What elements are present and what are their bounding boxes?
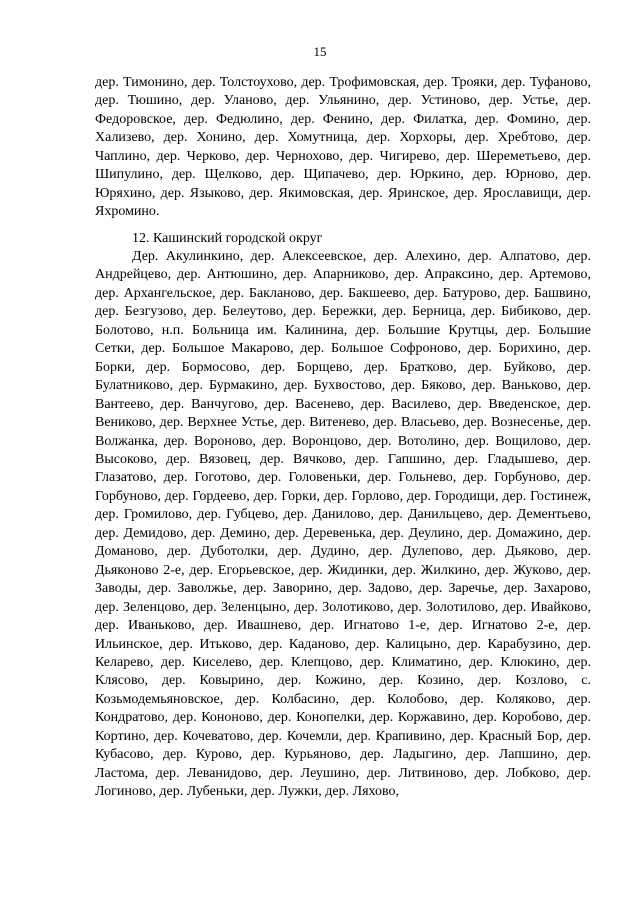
- kashinsky-settlements-paragraph: Дер. Акулинкино, дер. Алексеевское, дер. Алехино, дер. Алпатово, дер. Андрейцево, дер. Антюшино, дер. Апарниково, дер. Апраксино, дер. Артемово, дер. Архангельское, дер. Бакланово, дер. Бакшеево, дер. Батурово, дер. Башвино, дер. Безгузово, дер. Белеутово, дер. Бережки, дер. Берница, дер. Бибиково, дер. Болотово, н.п. Больница им. Калинина, дер. Большие Крутцы, дер. Большие Сетки, дер. Большое Макарово, дер. Большое Софроново, дер. Борихино, дер. Борки, дер. Бормосово, дер. Борщево, дер. Братково, дер. Буйково, дер. Булатниково, дер. Бурмакино, дер. Бухвостово, дер. Бяково, дер. Ваньково, дер. Вантеево, дер. Ванчугово, дер. Васенево, дер. Василево, дер. Введенское, дер. Вениково, дер. Верхнее Устье, дер. Витенево, дер. Власьево, дер. Вознесенье, дер. Волжанка, дер. Вороново, дер. Воронцово, дер. Вотолино, дер. Вощилово, дер. Высоково, дер. Вязовец, дер. Вячково, дер. Гапшино, дер. Гладышево, дер. Глазатово, дер. Гоготово, дер. Головеньки, дер. Гольнево, дер. Горбуново, дер. Горбуново, дер. Гордеево, дер. Горки, дер. Горлово, дер. Городищи, дер. Гостинеж, дер. Громилово, дер. Губцево, дер. Данилово, дер. Данильцево, дер. Дементьево, дер. Демидово, дер. Демино, дер. Деревенька, дер. Деулино, дер. Домажино, дер. Доманово, дер. Дуботолки, дер. Дудино, дер. Дулепово, дер. Дьяково, дер. Дьяконово 2-е, дер. Егорьевское, дер. Жидинки, дер. Жилкино, дер. Жуково, дер. Заводы, дер. Заволжье, дер. Заворино, дер. Задово, дер. Заречье, дер. Захарово, дер. Зеленцово, дер. Зеленцыно, дер. Золотиково, дер. Золотилово, дер. Ивайково, дер. Иваньково, дер. Ивашнево, дер. Игнатово 1-е, дер. Игнатово 2-е, дер. Ильинское, дер. Итьково, дер. Каданово, дер. Калицыно, дер. Карабузино, дер. Келарево, дер. Киселево, дер. Клепцово, дер. Климатино, дер. Клюкино, дер. Клясово, дер. Ковырино, дер. Кожино, дер. Козино, дер. Козлово, с. Козьмодемьяновское, дер. Колбасино, дер. Колобово, дер. Коляково, дер. Кондратово, дер. Кононово, дер. Конопелки, дер. Коржавино, дер. Коробово, дер. Кортино, дер. Кочеватово, дер. Кочемли, дер. Крапивино, дер. Красный Бор, дер. Кубасово, дер. Курово, дер. Курьяново, дер. Ладыгино, дер. Лапшино, дер. Ластома, дер. Леванидово, дер. Леушино, дер. Литвиново, дер. Лобково, дер. Логиново, дер. Лубеньки, дер. Лужки, дер. Ляхово,: [95, 249, 591, 800]
- page-number: 15: [313, 44, 327, 59]
- settlements-list-paragraph: дер. Тимонино, дер. Толстоухово, дер. Трофимовская, дер. Трояки, дер. Туфаново, дер. Тюшино, дер. Уланово, дер. Ульянино, дер. Устиново, дер. Устье, дер. Федоровское, дер. Федюлино, дер. Фенино, дер. Филатка, дер. Фомино, дер. Хализево, дер. Хонино, дер. Хомутница, дер. Хорхоры, дер. Хребтово, дер. Чаплино, дер. Черково, дер. Чернохово, дер. Чигирево, дер. Шереметьево, дер. Шипулино, дер. Щелково, дер. Щипачево, дер. Юркино, дер. Юрново, дер. Юряхино, дер. Языково, дер. Якимовская, дер. Яринское, дер. Ярославищи, дер. Яхромино.: [95, 75, 591, 220]
- section-heading: 12. Кашинский городской округ: [132, 231, 323, 246]
